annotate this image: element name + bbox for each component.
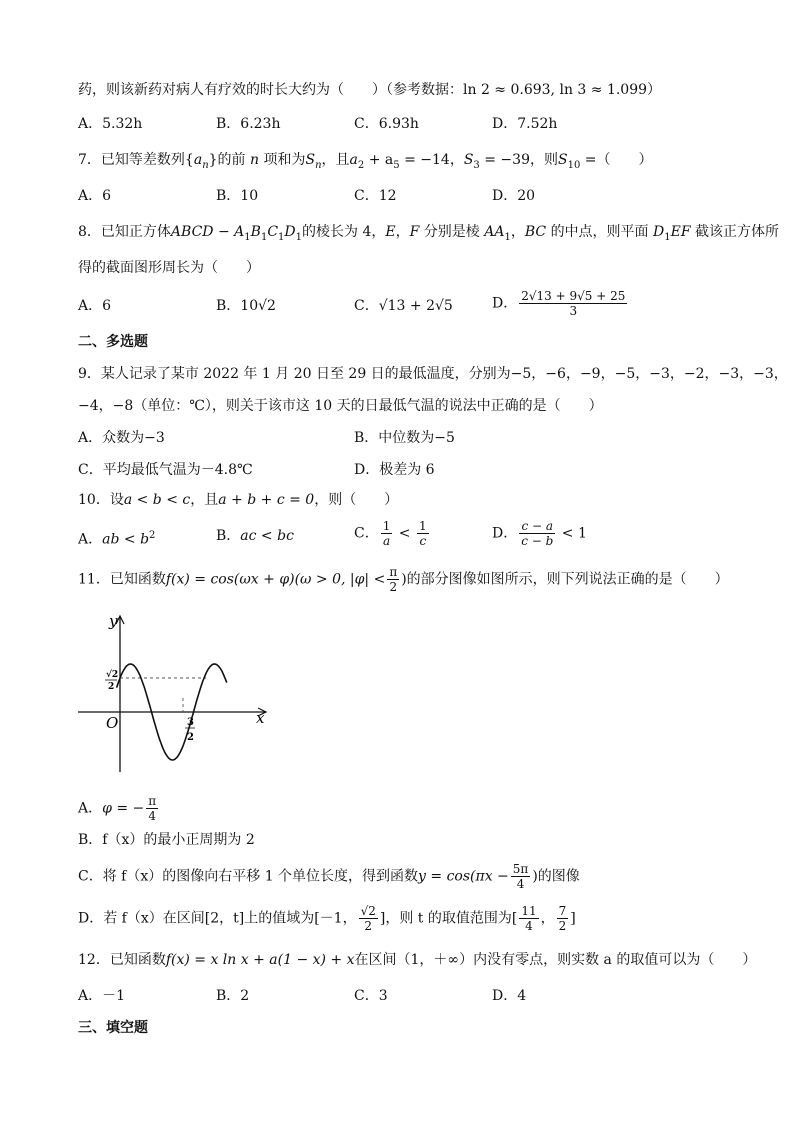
q9-option-d: D．极差为 6 — [354, 462, 435, 478]
q9-option-b: B．中位数为−5 — [354, 430, 455, 446]
origin-label: O — [106, 714, 119, 732]
section-heading-multiple-choice: 二、多选题 — [78, 334, 148, 350]
q7-option-c: C．12 — [354, 188, 397, 204]
q11-option-b: B．f（x）的最小正周期为 2 — [78, 832, 255, 848]
y-tick-numerator: √2 — [106, 670, 119, 680]
q11-stem: 11．已知函数f(x) = cos(ωx + φ)(ω > 0, |φ| < $\frac{\pi}{2}$ )的部分图像如图所示，则下列说法正确的是（ ） — [78, 565, 729, 594]
q10-stem: 10．设a < b < c，且a + b + c = 0，则（ ） — [78, 492, 399, 508]
q9-stem-line2: −4，−8（单位：℃），则关于该市这 10 天的日最低气温的说法中正确的是（ ） — [78, 398, 603, 414]
q8-stem-line2: 得的截面图形周长为（ ） — [78, 260, 260, 276]
q9-option-a: A．众数为−3 — [78, 430, 165, 446]
q11-option-a: A．φ = − $\frac{\pi}{4}$ — [78, 794, 157, 823]
q6-option-c: C．6.93h — [354, 116, 419, 132]
q12-option-a: A．－1 — [78, 988, 126, 1004]
q12-option-b: B．2 — [216, 988, 250, 1004]
x-axis-label: x — [256, 709, 265, 727]
q7-option-a: A．6 — [78, 188, 112, 204]
q7-option-d: D．20 — [492, 188, 536, 204]
q10-option-a: A．ab < $b^2$ — [78, 530, 156, 548]
q11-cosine-graph — [76, 612, 276, 782]
q8-option-b: B．10√2 — [216, 298, 276, 314]
q10-option-c: C． $\frac{1}{a}$ < $\frac{1}{c}$ — [354, 519, 427, 548]
q8-option-d: D． $\frac{2√13 + 9√5 + 25}{3}$ — [492, 289, 626, 318]
x-tick-denominator: 2 — [187, 732, 194, 743]
q9-option-c: C．平均最低气温为－4.8℃ — [78, 462, 253, 478]
q6-option-b: B．6.23h — [216, 116, 281, 132]
y-axis-label: y — [109, 612, 118, 630]
q6-option-d: D．7.52h — [492, 116, 558, 132]
q12-option-c: C．3 — [354, 988, 388, 1004]
q10-option-b: B．ac < bc — [216, 528, 294, 544]
q12-option-d: D．4 — [492, 988, 527, 1004]
q8-option-c: C．√13 + 2√5 — [354, 298, 453, 314]
q7-option-b: B．10 — [216, 188, 259, 204]
q6-reference-data: ln 2 ≈ 0.693, ln 3 ≈ 1.099 — [463, 82, 648, 98]
q8-stem: 8．已知正方体ABCD − $A_1B_1C_1D_1$的棱长为 4，E，F 分别是棱 $AA_1$，BC 的中点，则平面 $D_1EF$ 截该正方体所 — [78, 224, 780, 243]
q10-option-d: D． $\frac{c - a}{c - b}$ < 1 — [492, 519, 587, 548]
q11-option-d: D．若 f（x）在区间[2，t]上的值域为[－1， $\frac{√2}{2}$ ]，则 t 的取值范围为[ $\frac{11}{4}$ ， $\frac{7}{2}$ ] — [78, 904, 576, 933]
q11-option-c: C．将 f（x）的图像向右平移 1 个单位长度，得到函数y = cos(πx − $\frac{5\pi}{4}$ )的图像 — [78, 862, 580, 891]
section-heading-fill-in: 三、填空题 — [78, 1020, 148, 1036]
q8-option-a: A．6 — [78, 298, 112, 314]
q6-text: 药，则该新药对病人有疗效的时长大约为（ ）（参考数据： — [78, 82, 463, 98]
q6-text-end: ） — [647, 82, 662, 98]
q9-stem-line1: 9．某人记录了某市 2022 年 1 月 20 日至 29 日的最低温度，分别为−5，−6，−9，−5，−3，−2，−3，−3， — [78, 366, 788, 382]
x-tick-numerator: 3 — [187, 717, 194, 728]
q6-continuation — [78, 80, 661, 100]
y-tick-denominator: 2 — [108, 682, 115, 692]
q12-stem: 12．已知函数f(x) = x ln x + a(1 − x) + x在区间（1，＋∞）内没有零点，则实数 a 的取值可以为（ ） — [78, 952, 757, 968]
q7-stem: 7．已知等差数列$\{a_n\}$的前 n 项和为$S_n$，且$a_2 + a_5 = -14$，$S_3 = -39$，则$S_{10}$ =（ ） — [78, 152, 653, 171]
q6-option-a: A．5.32h — [78, 116, 143, 132]
